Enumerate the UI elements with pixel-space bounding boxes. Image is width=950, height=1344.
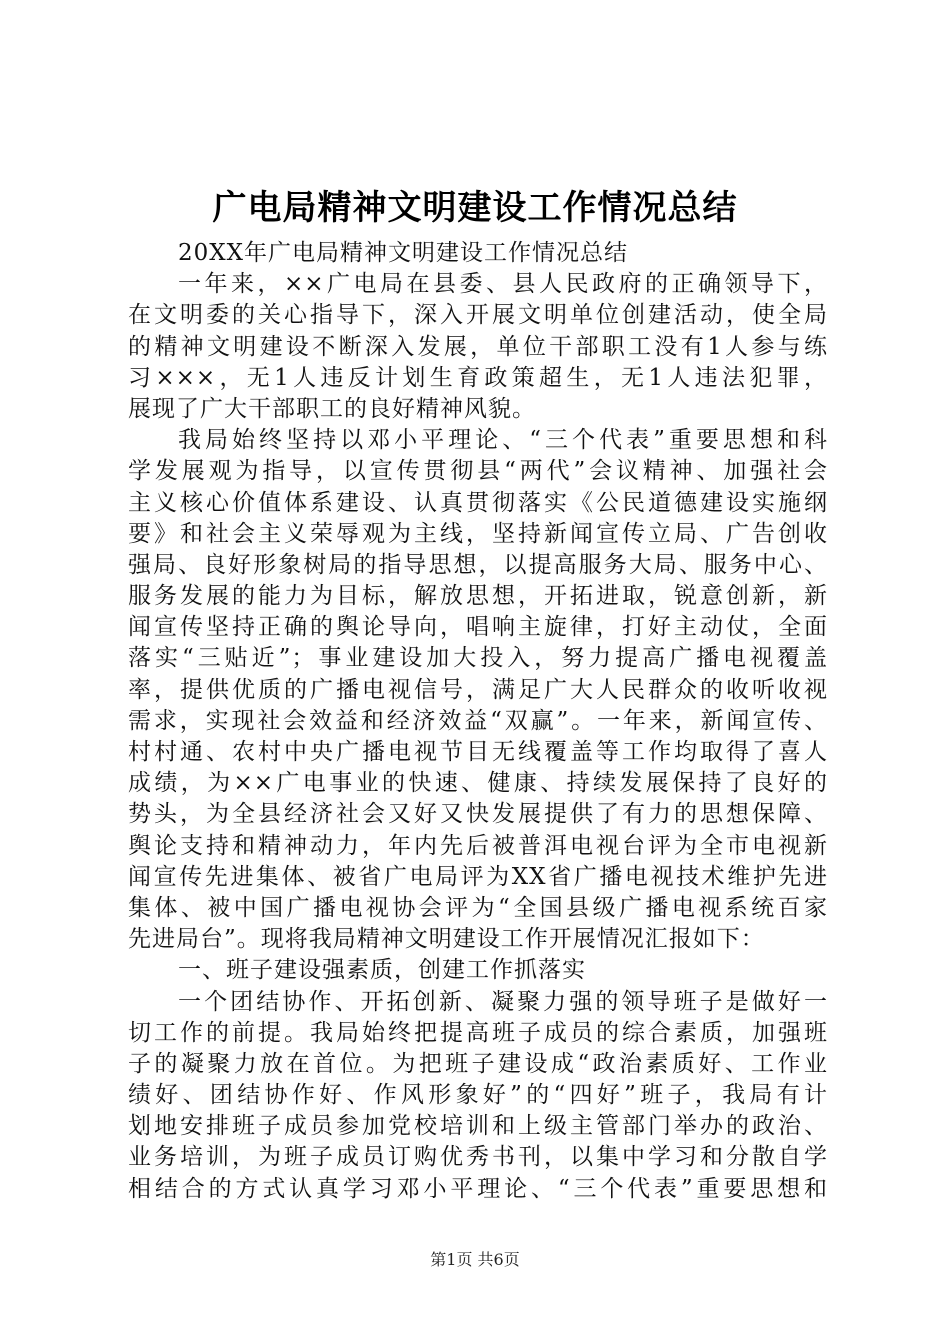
body-line: 切工作的前提。我局始终把提高班子成员的综合素质，加强班 xyxy=(128,1019,828,1046)
body-line: 一个团结协作、开拓创新、凝聚力强的领导班子是做好一 xyxy=(178,988,828,1015)
body-line: 展现了广大干部职工的良好精神风貌。 xyxy=(128,395,536,422)
body-line: 强局、良好形象树局的指导思想，以提高服务大局、服务中心、 xyxy=(128,551,828,578)
body-line: 闻宣传先进集体、被省广电局评为XX省广播电视技术维护先进 xyxy=(128,863,828,890)
document-body xyxy=(128,238,828,1205)
body-line: 闻宣传坚持正确的舆论导向，唱响主旋律，打好主动仗，全面 xyxy=(128,614,828,641)
body-line: 一年来，××广电局在县委、县人民政府的正确领导下， xyxy=(178,271,828,298)
body-line: 势头，为全县经济社会又好又快发展提供了有力的思想保障、 xyxy=(128,801,828,828)
body-line: 服务发展的能力为目标，解放思想，开拓进取，锐意创新，新 xyxy=(128,583,828,610)
body-line: 率，提供优质的广播电视信号，满足广大人民群众的收听收视 xyxy=(128,676,828,703)
body-line: 业务培训，为班子成员订购优秀书刊，以集中学习和分散自学 xyxy=(128,1144,828,1171)
body-line: 需求，实现社会效益和经济效益“双赢”。一年来，新闻宣传、 xyxy=(128,707,828,734)
body-line: 划地安排班子成员参加党校培训和上级主管部门举办的政治、 xyxy=(128,1113,828,1140)
body-line: 先进局台”。现将我局精神文明建设工作开展情况汇报如下： xyxy=(128,926,765,953)
body-line: 20XX年广电局精神文明建设工作情况总结 xyxy=(178,240,629,266)
body-line: 要》和社会主义荣辱观为主线，坚持新闻宣传立局、广告创收 xyxy=(128,520,828,547)
body-line: 我局始终坚持以邓小平理论、“三个代表”重要思想和科 xyxy=(178,427,828,454)
body-line: 相结合的方式认真学习邓小平理论、“三个代表”重要思想和 xyxy=(128,1175,828,1202)
body-line: 舆论支持和精神动力，年内先后被普洱电视台评为全市电视新 xyxy=(128,832,828,859)
body-line: 村村通、农村中央广播电视节目无线覆盖等工作均取得了喜人 xyxy=(128,739,828,765)
body-line: 学发展观为指导，以宣传贯彻县“两代”会议精神、加强社会 xyxy=(128,458,828,485)
body-line: 主义核心价值体系建设、认真贯彻落实《公民道德建设实施纲 xyxy=(128,489,828,516)
body-line: 绩好、团结协作好、作风形象好”的“四好”班子，我局有计 xyxy=(128,1082,828,1109)
body-line: 子的凝聚力放在首位。为把班子建设成“政治素质好、工作业 xyxy=(128,1050,828,1077)
document-title: 广电局精神文明建设工作情况总结 xyxy=(212,188,738,228)
body-line: 集体、被中国广播电视协会评为“全国县级广播电视系统百家 xyxy=(128,894,828,921)
page-footer: 第1页 共6页 xyxy=(430,1250,520,1269)
body-line: 成绩，为××广电事业的快速、健康、持续发展保持了良好的 xyxy=(128,770,828,797)
body-line: 一、班子建设强素质，创建工作抓落实 xyxy=(178,957,586,984)
body-line: 在文明委的关心指导下，深入开展文明单位创建活动，使全局 xyxy=(128,302,828,329)
body-line: 落实“三贴近”；事业建设加大投入，努力提高广播电视覆盖 xyxy=(128,645,828,672)
body-line: 习×××，无1人违反计划生育政策超生，无1人违法犯罪， xyxy=(128,364,828,391)
body-line: 的精神文明建设不断深入发展，单位干部职工没有1人参与练 xyxy=(128,333,828,360)
